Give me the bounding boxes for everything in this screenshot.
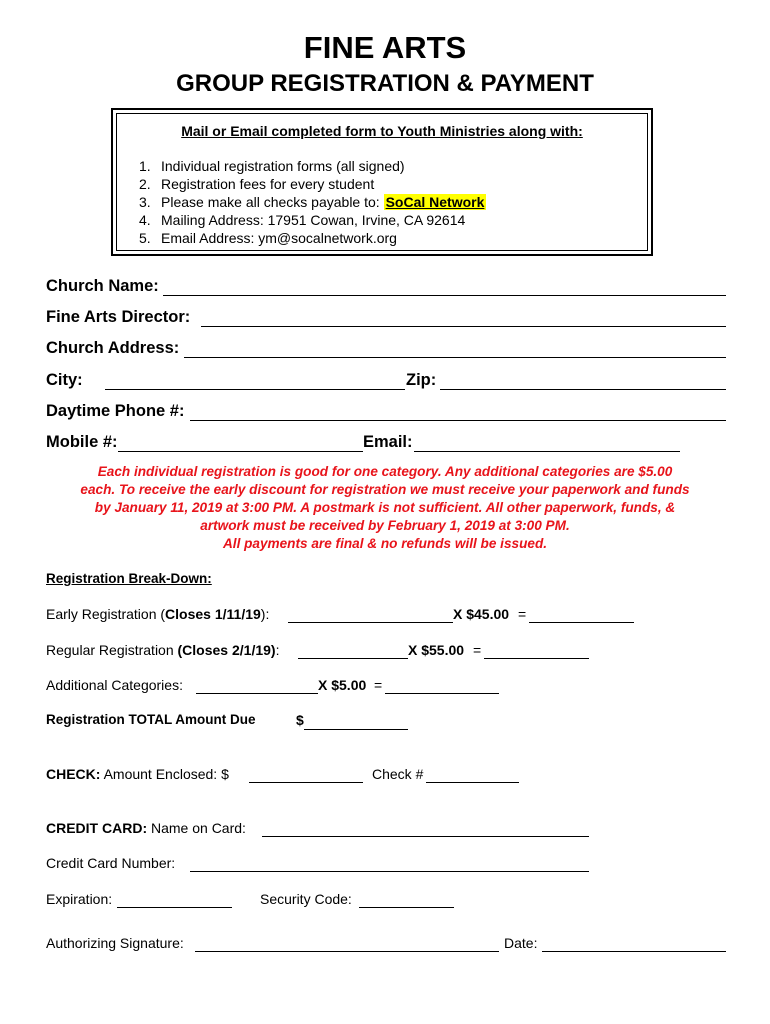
check-number-label: Check # [372, 766, 424, 782]
equals-sign: = [473, 642, 482, 658]
list-item: 1. Individual registration forms (all signed) [139, 158, 405, 174]
email-label: Email: [363, 433, 413, 451]
additional-count-field[interactable] [196, 693, 318, 694]
regular-price: X $55.00 [408, 642, 465, 658]
expiration-field[interactable] [117, 907, 232, 908]
equals-sign: = [374, 677, 383, 693]
security-code-label: Security Code: [260, 891, 352, 907]
payee-highlight: SoCal Network [385, 194, 485, 210]
page-subtitle: GROUP REGISTRATION & PAYMENT [176, 70, 594, 97]
phone-label: Daytime Phone #: [46, 402, 185, 420]
security-code-field[interactable] [359, 907, 454, 908]
early-total-field[interactable] [529, 622, 634, 623]
additional-categories-label: Additional Categories: [46, 677, 183, 693]
list-item: 4. Mailing Address: 17951 Cowan, Irvine, CA 92614 [139, 212, 466, 228]
breakdown-heading: Registration Break-Down: [46, 571, 212, 586]
total-dollar: $ [296, 712, 304, 728]
equals-sign: = [518, 606, 527, 622]
additional-total-field[interactable] [385, 693, 499, 694]
instructions-heading: Mail or Email completed form to Youth Ministries along with: [181, 123, 583, 139]
church-address-label: Church Address: [46, 339, 180, 357]
credit-card-row: CREDIT CARD: Name on Card: [46, 820, 246, 836]
director-field[interactable] [201, 326, 726, 327]
early-price: X $45.00 [453, 606, 510, 622]
total-amount-field[interactable] [304, 729, 408, 730]
page-title: FINE ARTS [303, 30, 467, 65]
instructions-inner-border [116, 113, 648, 251]
director-label: Fine Arts Director: [46, 308, 191, 326]
zip-label: Zip: [406, 371, 437, 389]
email-field[interactable] [414, 451, 680, 452]
mobile-label: Mobile #: [46, 433, 118, 451]
total-label: Registration TOTAL Amount Due [46, 712, 256, 727]
date-field[interactable] [542, 951, 726, 952]
early-count-field[interactable] [288, 622, 453, 623]
card-number-field[interactable] [190, 871, 589, 872]
check-amount-field[interactable] [249, 782, 363, 783]
list-item: 2. Registration fees for every student [139, 176, 375, 192]
phone-field[interactable] [190, 420, 726, 421]
city-field[interactable] [105, 389, 405, 390]
check-number-field[interactable] [426, 782, 519, 783]
city-label: City: [46, 371, 83, 389]
check-row: CHECK: Amount Enclosed: $ [46, 766, 229, 782]
expiration-label: Expiration: [46, 891, 113, 907]
early-registration-row: Early Registration (Closes 1/11/19): [46, 606, 270, 622]
church-name-label: Church Name: [46, 277, 159, 295]
additional-price: X $5.00 [318, 677, 367, 693]
regular-total-field[interactable] [484, 658, 589, 659]
list-item: 5. Email Address: ym@socalnetwork.org [139, 230, 397, 246]
instructions-box [111, 108, 653, 256]
card-number-label: Credit Card Number: [46, 855, 176, 871]
list-item: 3. Please make all checks payable to: SoCal Network [139, 194, 485, 210]
regular-count-field[interactable] [298, 658, 408, 659]
church-address-field[interactable] [184, 357, 726, 358]
church-name-field[interactable] [163, 295, 726, 296]
zip-field[interactable] [440, 389, 726, 390]
instructions-list [139, 157, 486, 247]
registration-notice: Each individual registration is good for one category. Any additional categories are $5.00 each. To receive the early discount for registration we must receive your paperwork and funds by January 11, 2019 at 3:00 PM. A postmark is not sufficient. All other paperwork, funds, & artwork must be received by February 1, 2019 at 3:00 PM. All payments are final & no refunds will be issued. [80, 464, 690, 551]
signature-field[interactable] [195, 951, 499, 952]
signature-label: Authorizing Signature: [46, 935, 184, 951]
regular-registration-row: Regular Registration (Closes 2/1/19): [46, 642, 280, 658]
date-label: Date: [504, 935, 538, 951]
name-on-card-field[interactable] [262, 836, 589, 837]
mobile-field[interactable] [118, 451, 363, 452]
